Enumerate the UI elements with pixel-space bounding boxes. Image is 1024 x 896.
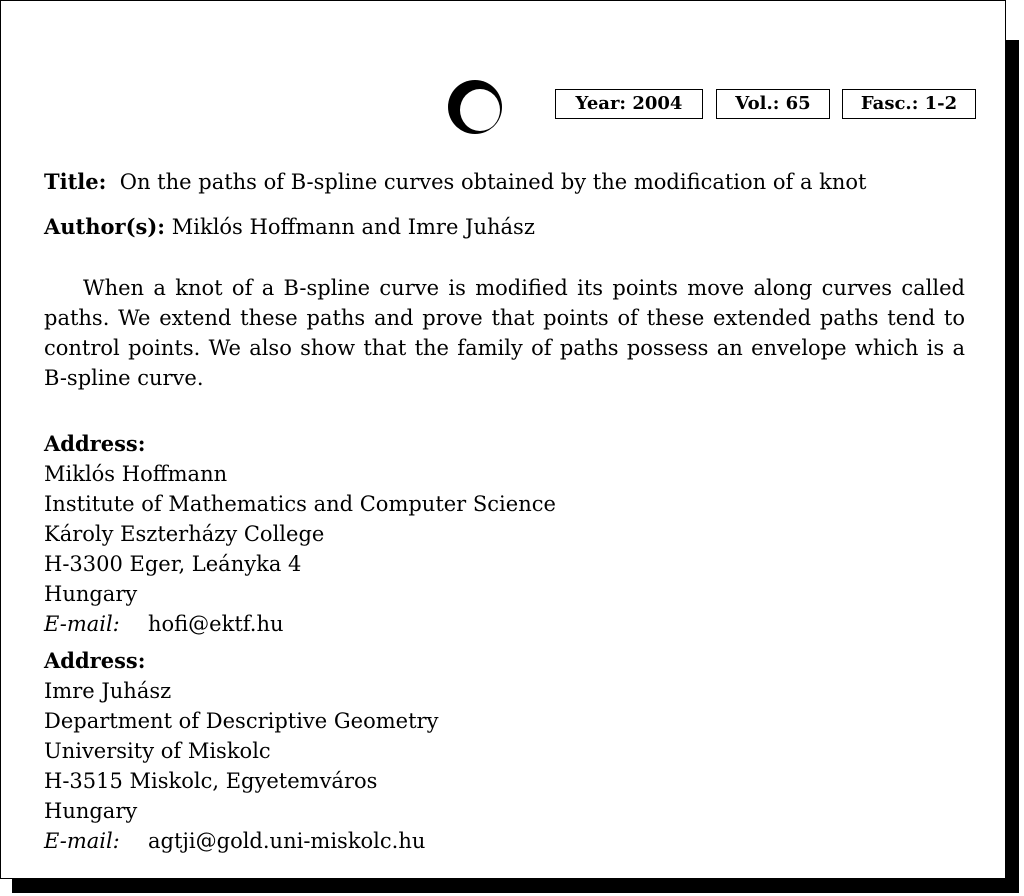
email-label: E-mail:	[44, 612, 120, 636]
paper-title: On the paths of B-spline curves obtained by the modification of a knot	[119, 170, 867, 194]
address-label: Address:	[44, 648, 146, 673]
authors-label: Author(s):	[44, 214, 166, 239]
year-box: Year: 2004	[555, 89, 703, 119]
address-label: Address:	[44, 431, 146, 456]
email-address: agtji@gold.uni-miskolc.hu	[148, 829, 426, 853]
fascicle-box: Fasc.: 1-2	[842, 89, 976, 119]
address-line: University of Miskolc	[44, 739, 271, 763]
address-line: Department of Descriptive Geometry	[44, 709, 439, 733]
email-line	[44, 826, 425, 856]
address-line: Miklós Hoffmann	[44, 462, 228, 486]
abstract: When a knot of a B-spline curve is modified its points move along curves called paths. We extend these paths and prove that points of these extended paths tend to control points. We also show that the family of paths possess an envelope which is a B-spline curve.	[44, 276, 965, 390]
email-address: hofi@ektf.hu	[148, 612, 284, 636]
authors-line	[44, 212, 535, 242]
address-line: H-3515 Miskolc, Egyetemváros	[44, 769, 378, 793]
address-line: Hungary	[44, 582, 138, 606]
title-label: Title:	[44, 169, 107, 194]
address-line: Károly Eszterházy College	[44, 522, 325, 546]
title-line	[44, 167, 867, 197]
address-line: H-3300 Eger, Leányka 4	[44, 552, 302, 576]
address-line: Hungary	[44, 799, 138, 823]
volume-box: Vol.: 65	[716, 89, 830, 119]
email-label: E-mail:	[44, 829, 120, 853]
authors-text: Miklós Hoffmann and Imre Juhász	[171, 215, 535, 239]
address-line: Institute of Mathematics and Computer Science	[44, 492, 556, 516]
journal-logo-icon	[446, 79, 504, 135]
address-line: Imre Juhász	[44, 679, 172, 703]
email-line	[44, 609, 284, 639]
